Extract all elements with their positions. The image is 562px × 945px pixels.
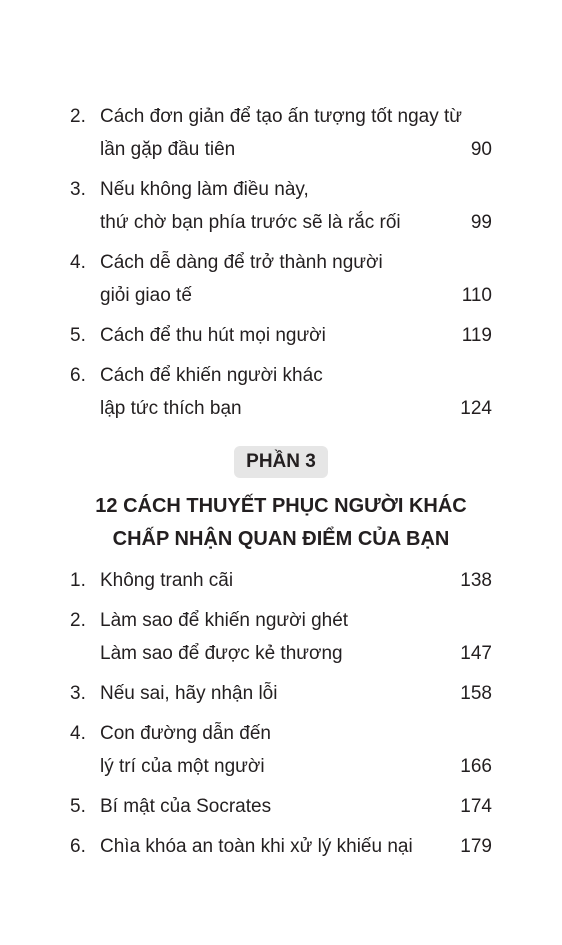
entry-page-number: 124 bbox=[460, 398, 492, 419]
toc-entry bbox=[70, 100, 492, 166]
toc-entry bbox=[70, 677, 492, 710]
entry-page-number: 119 bbox=[461, 325, 492, 346]
part-badge: PHẦN 3 bbox=[234, 446, 328, 478]
entry-title-line: Không tranh cãi bbox=[100, 570, 234, 591]
entry-title-line: Con đường dẫn đến bbox=[100, 723, 271, 744]
entry-number: 2. bbox=[70, 610, 86, 631]
entry-page-number: 147 bbox=[460, 643, 492, 664]
entry-number: 3. bbox=[70, 179, 86, 200]
toc-entry bbox=[70, 604, 492, 670]
part-title-line: CHẤP NHẬN QUAN ĐIỂM CỦA BẠN bbox=[112, 528, 450, 550]
toc-entry bbox=[70, 830, 492, 863]
entry-number: 6. bbox=[70, 836, 86, 857]
entry-page-number: 174 bbox=[460, 796, 492, 817]
entry-number: 5. bbox=[70, 325, 86, 346]
entry-title-line: lý trí của một người bbox=[100, 756, 265, 777]
entry-title-line: Bí mật của Socrates bbox=[100, 796, 272, 817]
toc-entry bbox=[70, 790, 492, 823]
entry-number: 4. bbox=[70, 723, 86, 744]
entry-page-number: 138 bbox=[460, 570, 492, 591]
entry-page-number: 166 bbox=[460, 756, 492, 777]
toc-entry bbox=[70, 246, 492, 312]
part-title bbox=[0, 490, 562, 556]
entry-title-line: Cách dễ dàng để trở thành người bbox=[100, 252, 383, 273]
entry-title-line: lần gặp đầu tiên bbox=[100, 139, 236, 160]
entry-number: 5. bbox=[70, 796, 86, 817]
part-title-line: 12 CÁCH THUYẾT PHỤC NGƯỜI KHÁC bbox=[95, 495, 467, 517]
entry-title-line: lập tức thích bạn bbox=[100, 398, 242, 419]
entry-title-line: Nếu sai, hãy nhận lỗi bbox=[100, 683, 278, 704]
entry-page-number: 110 bbox=[461, 285, 492, 306]
toc-entry bbox=[70, 564, 492, 597]
entry-title-line: Cách đơn giản để tạo ấn tượng tốt ngay từ bbox=[100, 106, 462, 127]
entry-page-number: 90 bbox=[470, 139, 492, 160]
entry-number: 1. bbox=[70, 570, 86, 591]
toc-list-part-3 bbox=[70, 564, 492, 870]
entry-number: 2. bbox=[70, 106, 86, 127]
entry-number: 4. bbox=[70, 252, 86, 273]
entry-title-line: Làm sao để khiến người ghét bbox=[100, 610, 349, 631]
entry-title-line: Cách để khiến người khác bbox=[100, 365, 323, 386]
entry-page-number: 179 bbox=[460, 836, 492, 857]
entry-title-line: Nếu không làm điều này, bbox=[100, 179, 309, 200]
entry-title-line: thứ chờ bạn phía trước sẽ là rắc rối bbox=[100, 212, 401, 233]
toc-entry bbox=[70, 359, 492, 425]
entry-page-number: 158 bbox=[460, 683, 492, 704]
entry-page-number: 99 bbox=[470, 212, 492, 233]
toc-list-part-2 bbox=[70, 100, 492, 432]
part-header bbox=[0, 446, 562, 478]
toc-entry bbox=[70, 173, 492, 239]
entry-title-line: Cách để thu hút mọi người bbox=[100, 325, 326, 346]
toc-entry bbox=[70, 717, 492, 783]
toc-entry bbox=[70, 319, 492, 352]
entry-title-line: giỏi giao tế bbox=[100, 285, 192, 306]
entry-title-line: Chìa khóa an toàn khi xử lý khiếu nại bbox=[100, 836, 413, 857]
entry-number: 6. bbox=[70, 365, 86, 386]
entry-title-line: Làm sao để được kẻ thương bbox=[100, 643, 343, 664]
entry-number: 3. bbox=[70, 683, 86, 704]
